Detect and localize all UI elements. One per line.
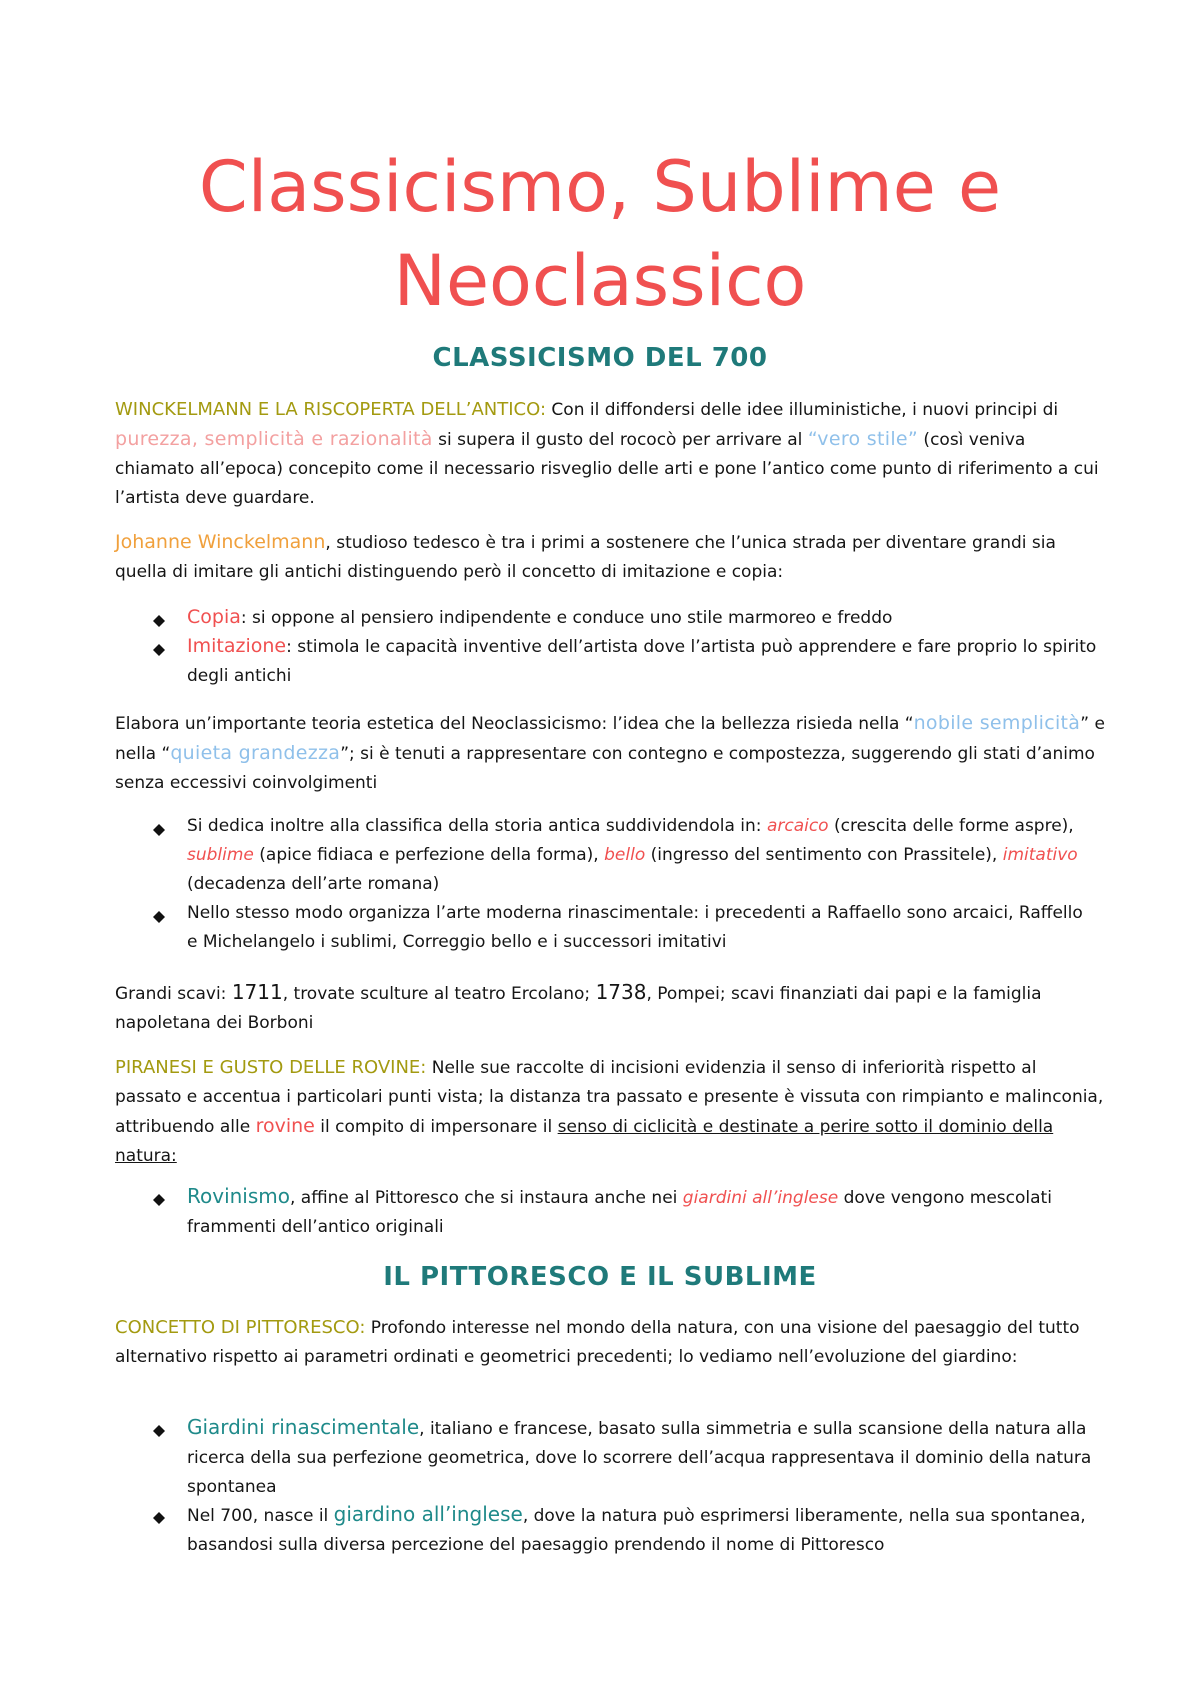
list-item-text: dove vengono mescolati frammenti dell’antico originali [187, 1188, 1052, 1237]
section-heading-pittoresco: IL PITTORESCO E IL SUBLIME [383, 1262, 817, 1292]
list-item-text: , dove la natura può esprimersi liberamente, nella sua spontanea, basandosi sulla diversa percezione del paesaggio prendendo il nome di Pittoresco [187, 1506, 1086, 1555]
list-item-giardini-rinascimentale [187, 1413, 1097, 1502]
highlight-rovine: rovine [255, 1115, 315, 1137]
paragraph-text: Con il diffondersi delle idee illuministiche, i nuovi principi di [546, 400, 1059, 420]
paragraph-text: Elabora un’importante teoria estetica del Neoclassicismo: l’idea che la bellezza risieda nella “ [115, 714, 914, 734]
paragraph-text: si supera il gusto del rococò per arrivare al [432, 430, 808, 450]
diamond-bullet-icon [152, 643, 166, 657]
diamond-bullet-icon [152, 1193, 166, 1207]
title-line-2: Neoclassico [393, 240, 807, 322]
document-title [0, 140, 1200, 328]
paragraph-winckelmann-riscoperta [115, 395, 1105, 513]
highlight-arcaico: arcaico [766, 816, 829, 836]
list-item-copia [187, 603, 1097, 633]
paragraph-text: , studioso tedesco è tra i primi a sostenere che l’unica strada per diventare grandi sia quella di imitare gli antichi distinguendo però il concetto di imitazione e copia: [115, 533, 1056, 582]
highlight-bello: bello [604, 845, 646, 865]
paragraph-piranesi [115, 1053, 1105, 1171]
paragraph-text: (così veniva chiamato all’epoca) concepito come il necessario risveglio delle arti e pone l’antico come punto di riferimento a cui l’artista deve guardare. [115, 430, 1099, 508]
title-line-1: Classicismo, Sublime e [198, 146, 1002, 228]
section-heading-classicismo: CLASSICISMO DEL 700 [432, 343, 768, 373]
paragraph-text: Profondo interesse nel mondo della natura, con una visione del paesaggio del tutto alternativo rispetto ai parametri ordinati e geometrici precedenti; lo vediamo nell’evoluzione del giardino: [115, 1318, 1080, 1367]
highlight-purezza: purezza, semplicità e razionalità [115, 428, 433, 450]
highlight-term: giardino all’inglese [333, 1502, 523, 1526]
list-item-imitazione [187, 632, 1097, 691]
list-item-text: (apice fidiaca e perfezione della forma), [253, 845, 605, 865]
diamond-bullet-icon [152, 910, 166, 924]
paragraph-label: WINCKELMANN E LA RISCOPERTA DELL’ANTICO: [115, 399, 547, 420]
diamond-bullet-icon [152, 823, 166, 837]
paragraph-label: CONCETTO DI PITTORESCO: [115, 1317, 366, 1338]
highlight-term: Imitazione [187, 635, 287, 657]
paragraph-text: Grandi scavi: [115, 984, 232, 1004]
paragraph-label: PIRANESI E GUSTO DELLE ROVINE: [115, 1057, 427, 1078]
list-item-classifica [187, 812, 1097, 899]
paragraph-text: ” e nella “ [115, 714, 1105, 764]
list-item-text: Si dedica inoltre alla classifica della storia antica suddividendola in: [187, 816, 767, 836]
diamond-bullet-icon [152, 1424, 166, 1438]
paragraph-text: ”; si è tenuti a rappresentare con contegno e compostezza, suggerendo gli stati d’animo senza eccessivi coinvolgimenti [115, 744, 1095, 793]
highlight-term: Copia [187, 606, 241, 628]
highlight-quieta-grandezza: quieta grandezza [170, 742, 341, 764]
year-1738: 1738 [595, 980, 647, 1004]
diamond-bullet-icon [152, 614, 166, 628]
paragraph-teoria-estetica [115, 709, 1105, 798]
year-1711: 1711 [231, 980, 283, 1004]
list-item-text: : stimola le capacità inventive dell’artista dove l’artista può apprendere e fare proprio lo spirito degli antichi [187, 637, 1097, 686]
list-item-text: (decadenza dell’arte romana) [187, 874, 440, 894]
highlight-vero-stile: “vero stile” [807, 428, 919, 450]
diamond-bullet-icon [152, 1511, 166, 1525]
paragraph-johanne-winckelmann [115, 528, 1105, 587]
highlight-imitativo: imitativo [1002, 845, 1078, 865]
list-item-text: , affine al Pittoresco che si instaura anche nei [290, 1188, 683, 1208]
highlight-term: Rovinismo [187, 1184, 290, 1208]
list-item-text: : si oppone al pensiero indipendente e conduce uno stile marmoreo e freddo [240, 608, 893, 628]
paragraph-concetto-pittoresco [115, 1313, 1105, 1372]
list-item-text: (crescita delle forme aspre), [828, 816, 1074, 836]
highlight-sublime: sublime [187, 845, 254, 865]
list-item-text: (ingresso del sentimento con Prassitele), [645, 845, 1003, 865]
paragraph-text: , Pompei; scavi finanziati dai papi e la famiglia napoletana dei Borboni [115, 984, 1042, 1033]
highlight-giardini-inglese: giardini all’inglese [682, 1188, 839, 1208]
list-item-text: Nel 700, nasce il [187, 1506, 334, 1526]
list-item-arte-moderna: Nello stesso modo organizza l’arte moderna rinascimentale: i precedenti a Raffaello sono arcaici, Raffello e Michelangelo i sublimi, Correggio bello e i successori imitativi [187, 903, 1083, 952]
list-item-giardino-inglese [187, 1500, 1097, 1560]
paragraph-text: , trovate sculture al teatro Ercolano; [282, 984, 596, 1004]
paragraph-text: il compito di impersonare il [314, 1117, 558, 1137]
list-item-rovinismo [187, 1182, 1097, 1242]
highlight-nobile-semplicita: nobile semplicità [913, 712, 1081, 734]
paragraph-grandi-scavi [115, 978, 1105, 1038]
list-item-text: , italiano e francese, basato sulla simmetria e sulla scansione della natura alla ricerca della sua perfezione geometrica, dove lo scorrere dell’acqua rappresentava il dominio della natura spontanea [187, 1419, 1092, 1497]
highlight-term: Giardini rinascimentale [187, 1415, 420, 1439]
underlined-text: senso di ciclicità e destinate a perire sotto il dominio della natura: [115, 1117, 1054, 1166]
highlight-name: Johanne Winckelmann [115, 531, 326, 553]
paragraph-text: Nelle sue raccolte di incisioni evidenzia il senso di inferiorità rispetto al passato e accentua i particolari punti vista; la distanza tra passato e presente è vissuta con rimpianto e malinconia, attribuendo alle [115, 1058, 1104, 1137]
